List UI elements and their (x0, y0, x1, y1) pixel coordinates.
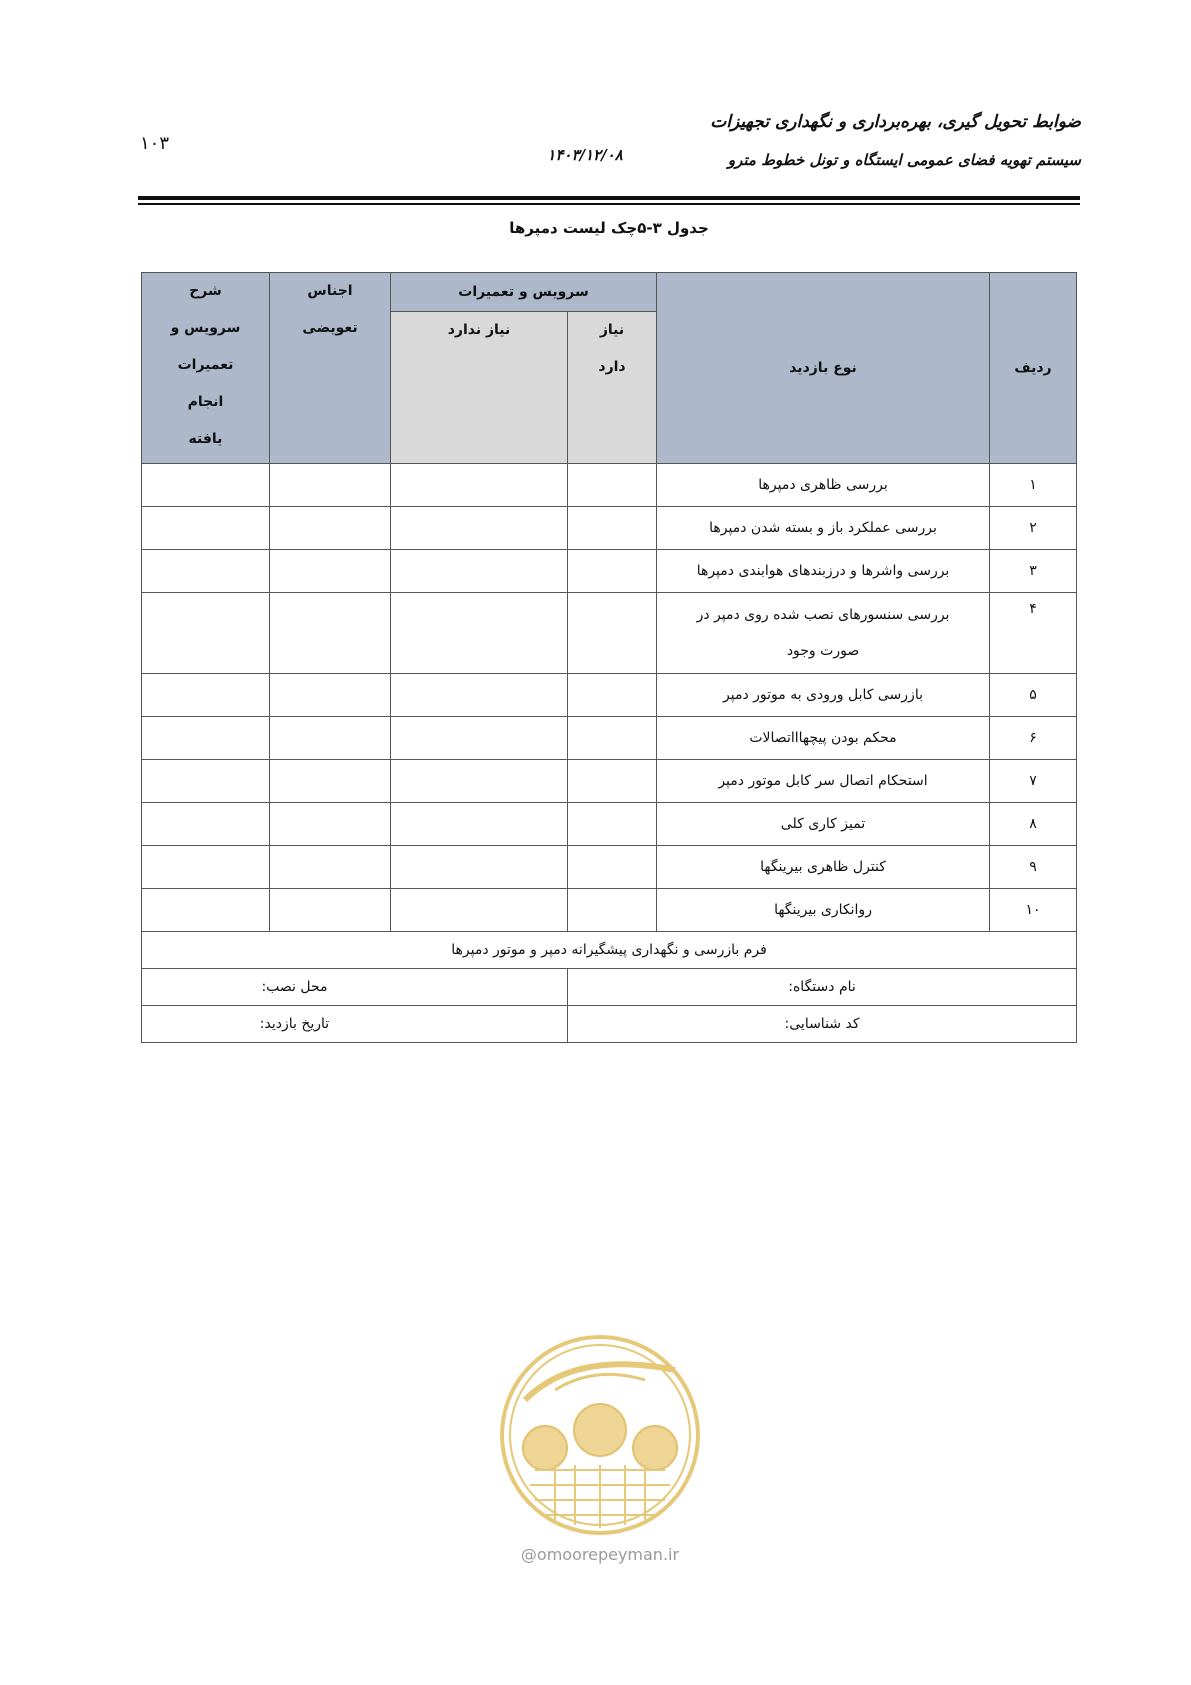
row-visit-type: روانکاری بیرینگها (657, 889, 990, 932)
header-visit-type-label: نوع بازدید (789, 360, 857, 376)
cell-parts[interactable] (270, 507, 391, 550)
header-needed-line2: دارد (598, 359, 626, 375)
cell-parts[interactable] (270, 760, 391, 803)
cell-not-needed[interactable] (391, 760, 568, 803)
header-replaced-parts (270, 273, 391, 464)
row-visit-type-line1: بررسی سنسورهای نصب شده روی دمپر در (696, 607, 950, 623)
device-info-row (142, 969, 1077, 1006)
cell-description[interactable] (142, 550, 270, 593)
cell-needed[interactable] (568, 593, 657, 674)
row-visit-type: بازرسی کابل ورودی به موتور دمپر (657, 674, 990, 717)
header-not-needed (391, 312, 568, 464)
device-name-label: نام دستگاه: (788, 979, 856, 995)
row-number: ۹ (990, 846, 1077, 889)
cell-parts[interactable] (270, 593, 391, 674)
header-rule-thin (138, 203, 1080, 205)
cell-description[interactable] (142, 464, 270, 507)
cell-needed[interactable] (568, 674, 657, 717)
row-number: ۸ (990, 803, 1077, 846)
table-row (142, 464, 1077, 507)
header-description-line3: تعمیرات (177, 357, 234, 373)
row-visit-type: کنترل ظاهری بیرینگها (657, 846, 990, 889)
cell-not-needed[interactable] (391, 803, 568, 846)
cell-description[interactable] (142, 674, 270, 717)
cell-needed[interactable] (568, 846, 657, 889)
header-not-needed-label: نیاز ندارد (447, 322, 511, 338)
header-row-no (990, 273, 1077, 464)
header-description-line2: سرویس و (170, 320, 241, 336)
header-row-no-label: ردیف (1014, 360, 1052, 376)
row-number: ۱۰ (990, 889, 1077, 932)
document-title: ضوابط تحویل گیری، بهره‌برداری و نگهداری تجهیزات (710, 112, 1081, 132)
header-rule-thick (138, 196, 1080, 200)
header-needed (568, 312, 657, 464)
watermark-site: @omoorepeyman.ir (520, 1545, 680, 1564)
table-caption: جدول ۳-۵چک لیست دمپرها (509, 219, 709, 237)
device-name-field[interactable] (568, 969, 1077, 1006)
cell-needed[interactable] (568, 760, 657, 803)
cell-not-needed[interactable] (391, 593, 568, 674)
cell-parts[interactable] (270, 889, 391, 932)
cell-description[interactable] (142, 846, 270, 889)
row-number: ۷ (990, 760, 1077, 803)
page-number: ۱۰۳ (140, 133, 170, 154)
row-number: ۳ (990, 550, 1077, 593)
cell-needed[interactable] (568, 550, 657, 593)
cell-description[interactable] (142, 593, 270, 674)
document-subtitle: سیستم تهویه فضای عمومی ایستگاه و تونل خطوط مترو (727, 151, 1081, 169)
omoorepeyman-logo (495, 1330, 705, 1540)
header-service-group (391, 273, 657, 312)
cell-description[interactable] (142, 760, 270, 803)
header-description (142, 273, 270, 464)
row-number: ۵ (990, 674, 1077, 717)
cell-not-needed[interactable] (391, 846, 568, 889)
row-visit-type: بررسی واشرها و درزبندهای هوابندی دمپرها (657, 550, 990, 593)
visit-date-label: تاریخ بازدید: (259, 1016, 330, 1032)
document-date: ۱۴۰۳/۱۲/۰۸ (547, 146, 623, 164)
install-location-label: محل نصب: (261, 979, 328, 995)
cell-parts[interactable] (270, 550, 391, 593)
table-row (142, 760, 1077, 803)
table-row (142, 507, 1077, 550)
row-number: ۲ (990, 507, 1077, 550)
cell-needed[interactable] (568, 464, 657, 507)
header-description-line5: یافته (188, 431, 223, 447)
cell-not-needed[interactable] (391, 674, 568, 717)
cell-not-needed[interactable] (391, 717, 568, 760)
cell-not-needed[interactable] (391, 464, 568, 507)
damper-checklist-table (141, 272, 1077, 1043)
cell-parts[interactable] (270, 464, 391, 507)
visit-date-field[interactable] (142, 1006, 568, 1043)
cell-needed[interactable] (568, 803, 657, 846)
header-row-1 (142, 273, 1077, 312)
table-row (142, 889, 1077, 932)
cell-parts[interactable] (270, 717, 391, 760)
row-number: ۴ (990, 593, 1077, 674)
table-row (142, 674, 1077, 717)
header-description-line4: انجام (187, 394, 224, 410)
id-date-row (142, 1006, 1077, 1043)
header-visit-type (657, 273, 990, 464)
row-visit-type: استحکام اتصال سر کابل موتور دمپر (657, 760, 990, 803)
cell-not-needed[interactable] (391, 550, 568, 593)
table-row (142, 846, 1077, 889)
row-visit-type: محکم بودن پیچهاااتصالات (657, 717, 990, 760)
table-row (142, 550, 1077, 593)
table-row (142, 593, 1077, 674)
cell-parts[interactable] (270, 803, 391, 846)
form-title-row (142, 932, 1077, 969)
header-replaced-parts-line1: اجناس (307, 283, 353, 299)
cell-not-needed[interactable] (391, 889, 568, 932)
cell-description[interactable] (142, 889, 270, 932)
header-needed-line1: نیاز (599, 322, 625, 338)
cell-needed[interactable] (568, 717, 657, 760)
cell-parts[interactable] (270, 846, 391, 889)
cell-needed[interactable] (568, 507, 657, 550)
id-code-label: کد شناسایی: (784, 1016, 860, 1032)
cell-needed[interactable] (568, 889, 657, 932)
row-visit-type (657, 593, 990, 674)
header-replaced-parts-line2: تعویضی (302, 320, 358, 336)
table-row (142, 717, 1077, 760)
table-row (142, 803, 1077, 846)
install-location-field[interactable] (142, 969, 568, 1006)
row-visit-type: بررسی عملکرد باز و بسته شدن دمپرها (657, 507, 990, 550)
cell-description[interactable] (142, 717, 270, 760)
cell-parts[interactable] (270, 674, 391, 717)
row-visit-type: تمیز کاری کلی (657, 803, 990, 846)
cell-not-needed[interactable] (391, 507, 568, 550)
row-number: ۱ (990, 464, 1077, 507)
form-title: فرم بازرسی و نگهداری پیشگیرانه دمپر و موتور دمپرها (142, 932, 1077, 969)
row-visit-type: بررسی ظاهری دمپرها (657, 464, 990, 507)
row-number: ۶ (990, 717, 1077, 760)
row-visit-type-line2: صورت وجود (786, 643, 860, 659)
cell-description[interactable] (142, 507, 270, 550)
header-service-group-label: سرویس و تعمیرات (458, 284, 589, 300)
id-code-field[interactable] (568, 1006, 1077, 1043)
cell-description[interactable] (142, 803, 270, 846)
header-description-line1: شرح (189, 283, 222, 299)
